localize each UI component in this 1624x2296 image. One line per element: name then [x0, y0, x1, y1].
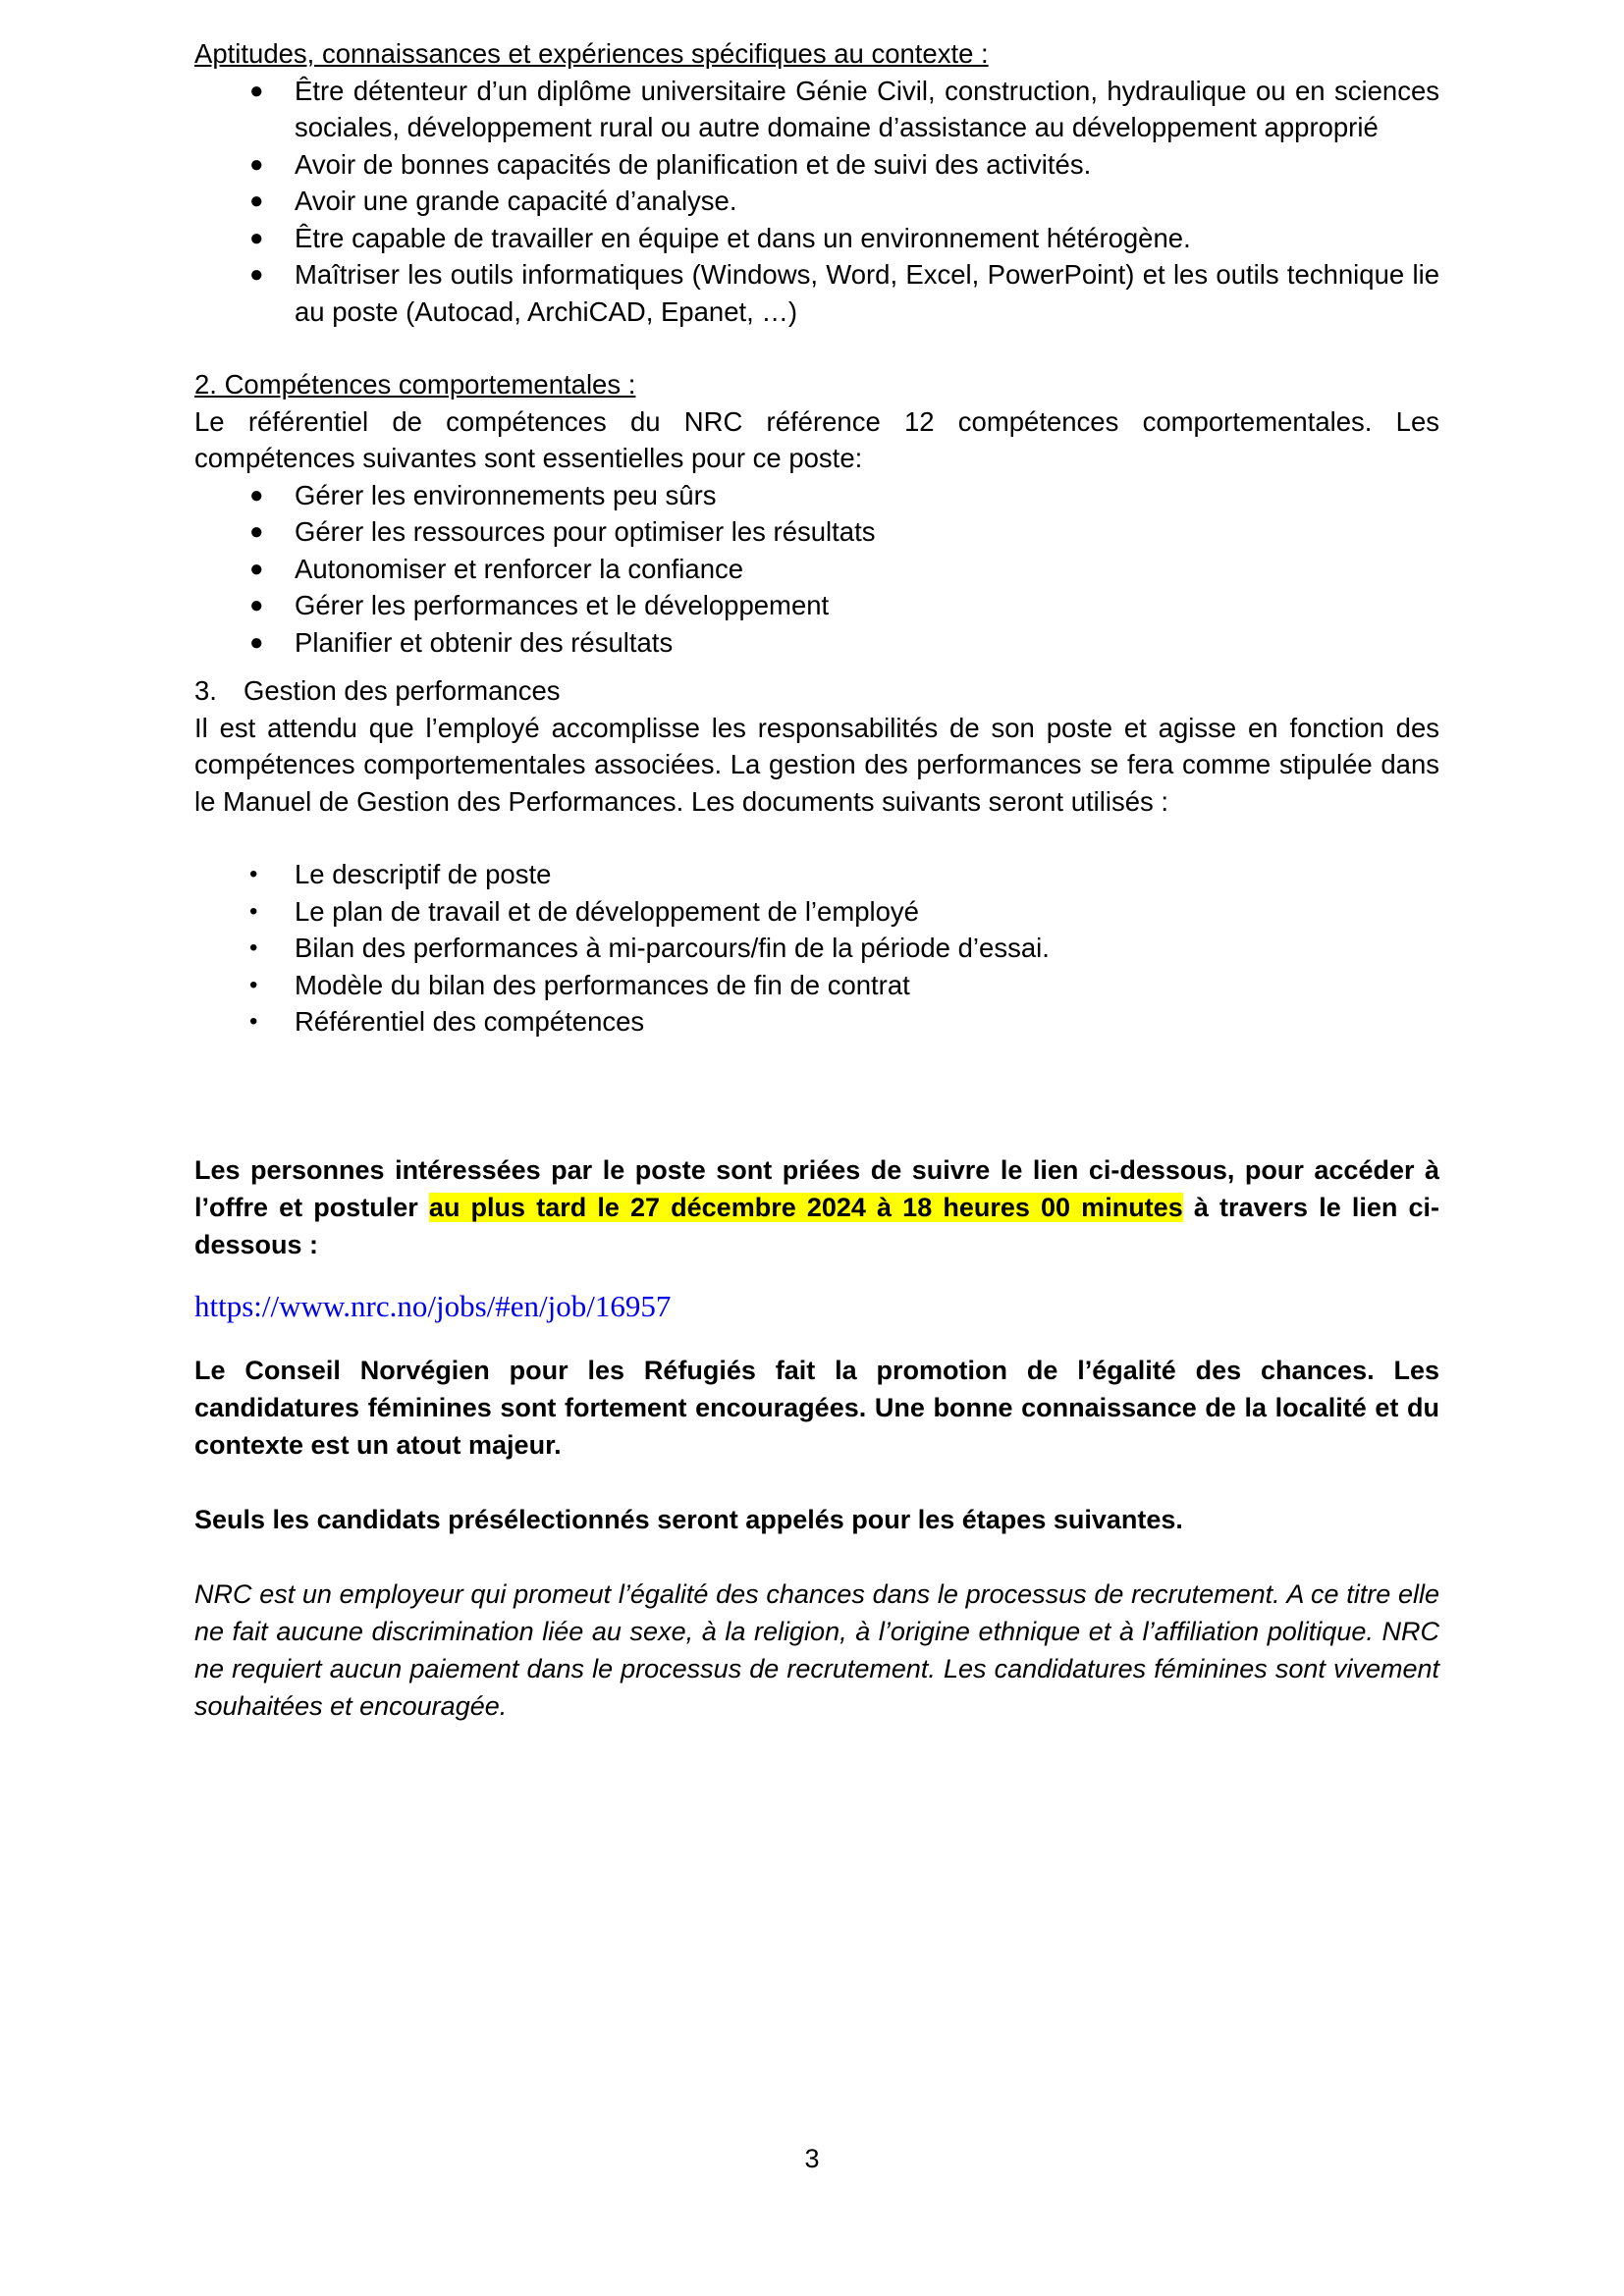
nrc-disclaimer: NRC est un employeur qui promeut l’égalité des chances dans le processus de recrutement. A ce titre elle ne fait aucune discrimination liée au sexe, à la religion, à l’origine ethnique et à l’affiliation politique. NRC ne requiert aucun paiement dans le processus de recrutement. Les candidatures féminines sont vivement souhaitées et encouragée. [194, 1578, 1439, 1721]
application-text-after: à travers le lien ci-dessous : [194, 1192, 1440, 1259]
competences-heading: 2. Compétences comportementales : [194, 369, 636, 400]
section-title: Gestion des performances [244, 675, 561, 706]
list-item-text: Gérer les performances et le développement [295, 590, 830, 620]
list-item [194, 220, 1439, 257]
list-item-text: Être capable de travailler en équipe et dans un environnement hétérogène. [295, 222, 1191, 253]
application-text-before: Les personnes intéressées par le poste sont priées de suivre le lien ci-dessous, pour accéder à l’offre et postuler [194, 1154, 1439, 1222]
document-body [194, 35, 1439, 1725]
job-offer-link[interactable]: https://www.nrc.no/jobs/#en/job/16957 [194, 1288, 672, 1323]
spacer [194, 1041, 1439, 1151]
list-item-text: Maîtriser les outils informatiques (Windows, Word, Excel, PowerPoint) et les outils technique lie au poste (Autocad, ArchiCAD, Epanet, …) [295, 259, 1439, 327]
list-item [194, 893, 1439, 931]
performance-list [194, 856, 1439, 1041]
performance-heading [194, 672, 1439, 710]
section-performance [194, 672, 1439, 1041]
list-item-text: Gérer les ressources pour optimiser les résultats [295, 516, 876, 547]
spacer [194, 1464, 1439, 1501]
section-competences [194, 366, 1439, 661]
bullet-icon: ● [249, 518, 264, 545]
bullet-icon: ● [249, 481, 264, 508]
competences-intro: Le référentiel de compétences du NRC référence 12 compétences comportementales. Les compétences suivantes sont essentielles pour ce poste: [194, 405, 1439, 473]
bullet-icon: • [249, 1008, 258, 1035]
list-item [194, 967, 1439, 1004]
list-item [194, 551, 1439, 588]
section-number: 3. [194, 675, 217, 706]
spacer [194, 1326, 1439, 1352]
bullet-icon: ● [249, 187, 264, 214]
list-item [194, 930, 1439, 967]
deadline-highlight: au plus tard le 27 décembre 2024 à 18 heures 00 minutes [428, 1192, 1183, 1222]
bullet-icon: ● [249, 150, 264, 178]
spacer [194, 1263, 1439, 1287]
list-item-text: Avoir de bonnes capacités de planification et de suivi des activités. [295, 148, 1092, 180]
list-item-text: Bilan des performances à mi-parcours/fin de la période d’essai. [295, 933, 1050, 963]
competences-list [194, 477, 1439, 662]
bullet-icon: • [249, 897, 258, 925]
list-item-text: Être détenteur d’un diplôme universitaire Génie Civil, construction, hydraulique ou en sciences sociales, développement rural ou autre domaine d’assistance au développement approprié [295, 75, 1439, 142]
bullet-icon: • [249, 971, 258, 998]
bullet-icon: ● [249, 77, 264, 104]
list-item [194, 513, 1439, 551]
list-item [194, 183, 1439, 220]
list-item-text: Modèle du bilan des performances de fin de contrat [295, 969, 910, 1000]
list-item-text: Planifier et obtenir des résultats [295, 626, 674, 658]
spacer [194, 1538, 1439, 1575]
list-item [194, 73, 1439, 146]
list-item [194, 856, 1439, 893]
list-item [194, 587, 1439, 624]
spacer [194, 330, 1439, 366]
application-instructions [194, 1151, 1439, 1263]
list-item-text: Le plan de travail et de développement de l’employé [295, 895, 919, 927]
bullet-icon: ● [249, 224, 264, 251]
list-item-text: Avoir une grande capacité d’analyse. [295, 186, 737, 216]
list-item [194, 146, 1439, 184]
aptitudes-heading: Aptitudes, connaissances et expériences spécifiques au contexte : [194, 38, 989, 69]
list-item [194, 1003, 1439, 1041]
section-aptitudes [194, 35, 1439, 330]
spacer [194, 661, 1439, 672]
aptitudes-list [194, 73, 1439, 331]
performance-intro: Il est attendu que l’employé accomplisse les responsabilités de son poste et agisse en fonction des compétences comportementales associées. La gestion des performances se fera comme stipulée dans le Manuel de Gestion des Performances. Les documents suivants seront utilisés : [194, 712, 1439, 817]
list-item-text: Gérer les environnements peu sûrs [295, 479, 717, 510]
bullet-icon: • [249, 861, 258, 887]
list-item-text: Référentiel des compétences [295, 1006, 645, 1037]
bullet-icon: ● [249, 628, 264, 656]
list-item [194, 624, 1439, 662]
list-item-text: Autonomiser et renforcer la confiance [295, 553, 744, 584]
bullet-icon: • [249, 934, 258, 961]
spacer [194, 820, 1439, 856]
bullet-icon: ● [249, 261, 264, 288]
bullet-icon: ● [249, 592, 264, 618]
equality-statement: Le Conseil Norvégien pour les Réfugiés fait la promotion de l’égalité des chances. Les candidatures féminines sont fortement encouragées. Une bonne connaissance de la localité et du contexte est un atout majeur. [194, 1355, 1439, 1460]
list-item [194, 477, 1439, 514]
list-item [194, 256, 1439, 330]
list-item-text: Le descriptif de poste [295, 859, 552, 889]
job-link-paragraph [194, 1287, 1439, 1326]
page-number: 3 [804, 2144, 820, 2173]
shortlist-note: Seuls les candidats présélectionnés seront appelés pour les étapes suivantes. [194, 1504, 1183, 1534]
bullet-icon: ● [249, 555, 264, 582]
